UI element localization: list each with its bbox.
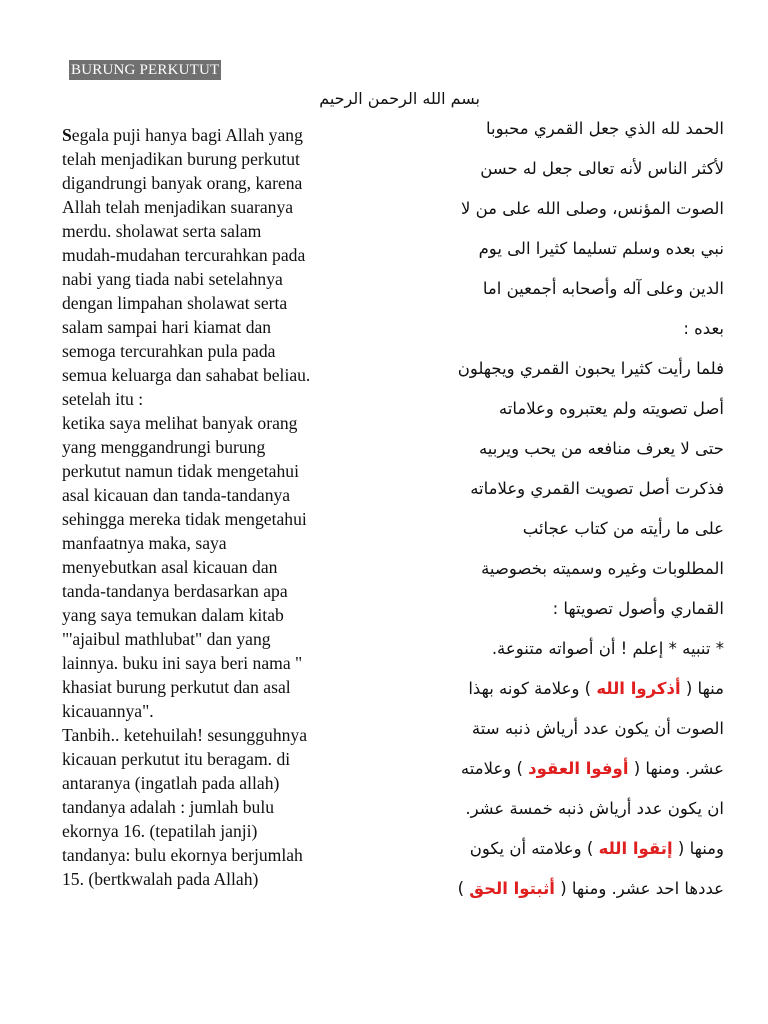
arabic-line: بعده : (683, 319, 724, 338)
highlighted-phrase: أذكروا الله (596, 679, 681, 698)
text-line: nabi yang tiada nabi setelahnya (62, 269, 283, 289)
text-line: telah menjadikan burung perkutut (62, 149, 300, 169)
arabic-line: فلما رأيت كثيرا يحبون القمري ويجهلون (457, 359, 724, 378)
highlighted-phrase: أثبتوا الحق (469, 879, 555, 898)
text-line: sehingga mereka tidak mengetahui (62, 509, 307, 529)
arabic-line: أصل تصويته ولم يعتبروه وعلاماته (498, 399, 724, 418)
arabic-text-column (370, 109, 724, 909)
arabic-line (370, 709, 724, 749)
latin-text-column (62, 123, 368, 891)
arabic-line: على ما رأيته من كتاب عجائب (522, 519, 724, 538)
arabic-text: ) وعلامة كونه بهذا (468, 679, 597, 698)
text-line: "'ajaibul mathlubat" dan yang (62, 629, 271, 649)
text-line: merdu. sholawat serta salam (62, 221, 262, 241)
arabic-text: ) وعلامته (460, 759, 529, 778)
text-line: kicauan perkutut itu beragam. di (62, 749, 291, 769)
arabic-line-highlighted (370, 869, 724, 909)
text-line: digandrungi banyak orang, karena (62, 173, 303, 193)
text-line: lainnya. buku ini saya beri nama " (62, 653, 303, 673)
text-line: Tanbih.. ketehuilah! sesungguhnya (62, 725, 308, 745)
arabic-line: فذكرت أصل تصويت القمري وعلاماته (470, 479, 724, 498)
text-line: khasiat burung perkutut dan asal (62, 677, 291, 697)
highlighted-phrase: أوفوا العقود (528, 759, 629, 778)
arabic-text: عشر. ومنها ( (628, 759, 724, 778)
arabic-line-highlighted (370, 669, 724, 709)
highlighted-phrase: إتقوا الله (598, 839, 673, 858)
arabic-line: * تنبيه * إعلم ! أن أصواته متنوعة. (491, 639, 724, 658)
text-line: 15. (bertkwalah pada Allah) (62, 869, 259, 889)
arabic-text: ان يكون عدد أرياش ذنبه خمسة عشر. (465, 799, 724, 818)
text-line: menyebutkan asal kicauan dan (62, 557, 278, 577)
arabic-line: الصوت المؤنس، وصلى الله على من لا (460, 199, 724, 218)
text-line: mudah-mudahan tercurahkan pada (62, 245, 306, 265)
text-line: yang saya temukan dalam kitab (62, 605, 284, 625)
text-line: ketika saya melihat banyak orang (62, 413, 298, 433)
text-line: yang menggandrungi burung (62, 437, 266, 457)
basmala-heading: بسم الله الرحمن الرحيم (319, 89, 480, 108)
text-line: ekornya 16. (tepatilah janji) (62, 821, 258, 841)
arabic-line: الحمد لله الذي جعل القمري محبوبا (486, 119, 724, 138)
text-line: dengan limpahan sholawat serta (62, 293, 288, 313)
text-line: asal kicauan dan tanda-tandanya (62, 485, 291, 505)
arabic-text: ) (457, 879, 470, 898)
arabic-text: ومنها ( (672, 839, 724, 858)
text-line: perkutut namun tidak mengetahui (62, 461, 299, 481)
text-line: semoga tercurahkan pula pada (62, 341, 276, 361)
text-line: Segala puji hanya bagi Allah yang (62, 125, 303, 145)
text-line: tandanya adalah : jumlah bulu (62, 797, 275, 817)
arabic-text: منها ( (680, 679, 724, 698)
arabic-text: عددها احد عشر. ومنها ( (554, 879, 724, 898)
arabic-text: الصوت أن يكون عدد أرياش ذنبه ستة (471, 719, 724, 738)
text-line: tandanya: bulu ekornya berjumlah (62, 845, 303, 865)
text-line: Allah telah menjadikan suaranya (62, 197, 294, 217)
text-line: semua keluarga dan sahabat beliau. (62, 365, 311, 385)
text-line: manfaatnya maka, saya (62, 533, 227, 553)
arabic-line: القماري وأصول تصويتها : (552, 599, 724, 618)
document-title: BURUNG PERKUTUT (71, 62, 220, 78)
text-line: tanda-tandanya berdasarkan apa (62, 581, 288, 601)
arabic-line: لأكثر الناس لأنه تعالى جعل له حسن (480, 159, 724, 178)
arabic-line (370, 789, 724, 829)
arabic-line: المطلوبات وغيره وسميته بخصوصية (481, 559, 724, 578)
text-line: salam sampai hari kiamat dan (62, 317, 272, 337)
arabic-line: حتى لا يعرف منافعه من يحب ويربيه (478, 439, 724, 458)
text-line: antaranya (ingatlah pada allah) (62, 773, 280, 793)
text-line: setelah itu : (62, 389, 144, 409)
arabic-text: ) وعلامته أن يكون (469, 839, 599, 858)
arabic-line: نبي بعده وسلم تسليما كثيرا الى يوم (478, 239, 724, 258)
text-line: kicauannya". (62, 701, 154, 721)
arabic-line-highlighted (370, 829, 724, 869)
arabic-line: الدين وعلى آله وأصحابه أجمعين اما (482, 279, 724, 298)
arabic-line-highlighted (370, 749, 724, 789)
